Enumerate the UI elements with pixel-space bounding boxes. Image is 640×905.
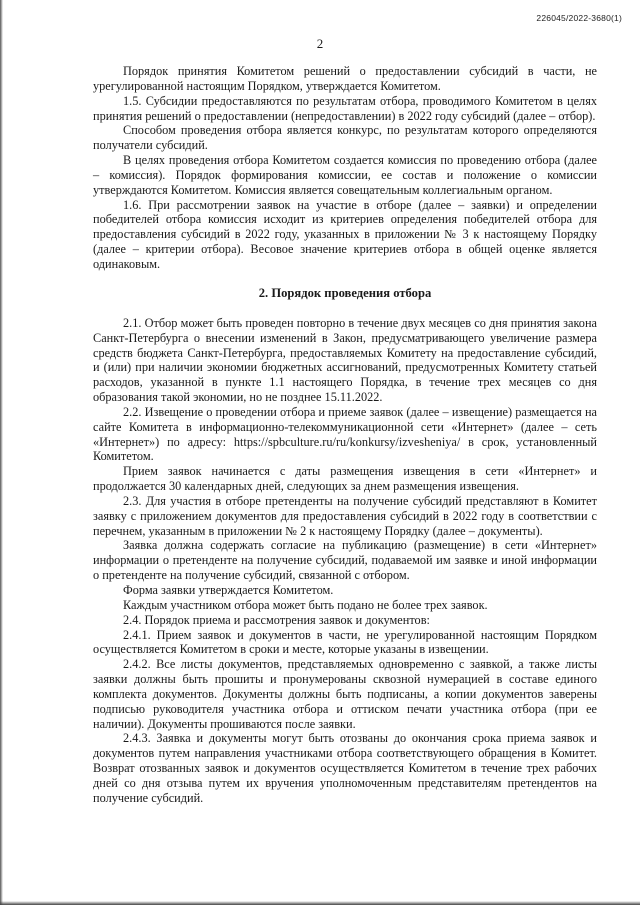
document-body — [93, 64, 597, 806]
page-number: 2 — [316, 36, 324, 51]
paragraph: Порядок принятия Комитетом решений о предоставлении субсидий в части, не урегулированной настоящим Порядком, утверждается Комитетом. — [93, 64, 597, 93]
paragraph: 1.6. При рассмотрении заявок на участие в отборе (далее – заявки) и определении победителей отбора комиссия исходит из критериев определения победителей отбора для предоставления субсидий в 2022 году, указанных в приложении № 3 к настоящему Порядку (далее – критерии отбора). Весовое значение критериев отбора в общей оценке является одинаковым. — [93, 197, 597, 271]
paragraph: Форма заявки утверждается Комитетом. — [123, 583, 334, 597]
scan-edge-left — [0, 0, 3, 905]
section-heading: 2. Порядок проведения отбора — [258, 285, 432, 300]
paragraph: 2.4.3. Заявка и документы могут быть отозваны до окончания срока приема заявок и документов путем направления участниками отбора соответствующего обращения в Комитет. Возврат отозванных заявок и документов осуществляется Комитетом в течение трех рабочих дней со дня отзыва путем их вручения уполномоченным представителям претендентов на получение субсидий. — [93, 731, 597, 805]
paragraph: 1.5. Субсидии предоставляются по результатам отбора, проводимого Комитетом в целях принятия решений о предоставлении (непредоставлении) в 2022 году субсидий (далее – отбор). — [93, 93, 597, 123]
paragraph: Способом проведения отбора является конкурс, по результатам которого определяются получатели субсидий. — [93, 123, 597, 153]
scan-edge-bottom — [0, 901, 640, 905]
paragraph: Прием заявок начинается с даты размещения извещения в сети «Интернет» и продолжается 30 календарных дней, следующих за днем размещения извещения. — [93, 464, 597, 494]
paragraph: Каждым участником отбора может быть подано не более трех заявок. — [123, 597, 488, 612]
paragraph: В целях проведения отбора Комитетом создается комиссия по проведению отбора (далее – комиссия). Порядок формирования комиссии, ее состав и положение о комиссии утверждаются Комитетом. Комиссия является совещательным коллегиальным органом. — [93, 153, 597, 197]
document-number: 226045/2022-3680(1) — [536, 13, 622, 23]
paragraph: 2.4.1. Прием заявок и документов в части, не урегулированной настоящим Порядком осуществляется Комитетом в сроки и месте, которые указаны в извещении. — [93, 627, 597, 657]
paragraph: 2.4.2. Все листы документов, представляемых одновременно с заявкой, а также листы заявки должны быть прошиты и пронумерованы сквозной нумерацией в составе единого комплекта документов. Документы должны быть подписаны, а копии документов заверены подписью руководителя участника отбора и оттиском печати участника отбора (при ее наличии). Документы прошиваются после заявки. — [93, 657, 597, 731]
paragraph: 2.2. Извещение о проведении отбора и приеме заявок (далее – извещение) размещается на сайте Комитета в информационно-телекоммуникационной сети «Интернет» (далее – сеть «Интернет») по адресу: https://spbculture.ru/ru/konkursy/izvesheniya/ в срок, установленный Комитетом. — [93, 404, 597, 464]
paragraph: 2.3. Для участия в отборе претенденты на получение субсидий представляют в Комитет заявку с приложением документов для предоставления субсидий в 2022 году в соответствии с перечнем, указанным в приложении № 2 к настоящему Порядку (далее – документы). — [93, 493, 597, 538]
paragraph: 2.1. Отбор может быть проведен повторно в течение двух месяцев со дня принятия закона Санкт-Петербурга о внесении изменений в Закон, предусматривающего увеличение размера средств бюджета Санкт-Петербурга, предоставляемых Комитету на предоставление субсидий, и (или) при наличии экономии бюджетных ассигнований, предусмотренных Комитету статьей расходов, указанной в пункте 1.1 настоящего Порядка, в течение трех месяцев со дня образования такой экономии, но не позднее 15.11.2022. — [93, 315, 597, 405]
paragraph: 2.4. Порядок приема и рассмотрения заявок и документов: — [123, 612, 430, 627]
paragraph: Заявка должна содержать согласие на публикацию (размещение) в сети «Интернет» информации о претенденте на получение субсидий, подаваемой им заявке и иной информации о претенденте на получение субсидий, связанной с отбором. — [93, 538, 597, 583]
